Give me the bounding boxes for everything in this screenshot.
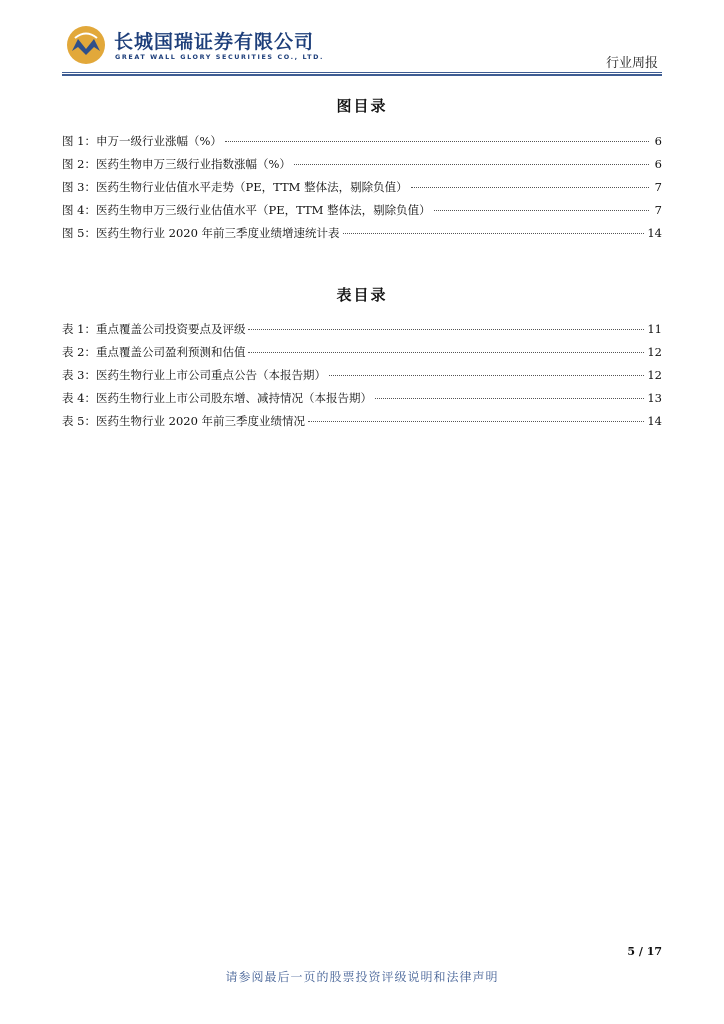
- toc-entry-label: 表 3：医药生物行业上市公司重点公告（本报告期）: [62, 368, 326, 382]
- figures-toc-list: [62, 132, 662, 247]
- toc-entry-label: 图 2：医药生物申万三级行业指数涨幅（%）: [62, 157, 291, 171]
- tables-toc-list: [62, 320, 662, 435]
- toc-entry-label: 图 1：申万一级行业涨幅（%）: [62, 134, 222, 148]
- toc-entry-page: 6: [654, 134, 662, 148]
- toc-dot-leader: [308, 409, 644, 422]
- toc-entry-page: 7: [654, 180, 662, 194]
- company-name-cn: 长城国瑞证券有限公司: [114, 31, 315, 53]
- toc-entry-label: 表 2：重点覆盖公司盈利预测和估值: [62, 345, 246, 359]
- toc-entry-page: 12: [647, 368, 662, 382]
- header-divider-thick: [62, 74, 662, 76]
- toc-entry-page: 6: [654, 157, 662, 171]
- toc-dot-leader: [411, 175, 649, 188]
- page-number: 5 / 17: [627, 945, 662, 958]
- tables-toc-title: 表目录: [336, 286, 388, 304]
- toc-entry-page: 11: [647, 322, 662, 336]
- toc-entry[interactable]: [62, 224, 662, 247]
- toc-dot-leader: [225, 129, 649, 142]
- company-name-en: GREAT WALL GLORY SECURITIES CO., LTD.: [115, 53, 325, 61]
- toc-entry-label: 表 5：医药生物行业 2020 年前三季度业绩情况: [62, 414, 306, 428]
- toc-entry-page: 7: [654, 203, 662, 217]
- toc-entry-label: 图 5：医药生物行业 2020 年前三季度业绩增速统计表: [62, 226, 340, 240]
- toc-dot-leader: [248, 317, 644, 330]
- toc-entry[interactable]: [62, 412, 662, 435]
- toc-dot-leader: [343, 221, 645, 234]
- toc-dot-leader: [329, 363, 644, 376]
- company-logo-icon: [66, 25, 106, 65]
- page-header: [0, 0, 724, 80]
- toc-entry-page: 14: [647, 414, 662, 428]
- toc-entry-page: 12: [647, 345, 662, 359]
- toc-entry-label: 表 1：重点覆盖公司投资要点及评级: [62, 322, 246, 336]
- figures-toc-title: 图目录: [336, 97, 388, 115]
- toc-entry-page: 14: [647, 226, 662, 240]
- toc-dot-leader: [434, 198, 649, 211]
- toc-entry-label: 表 4：医药生物行业上市公司股东增、减持情况（本报告期）: [62, 391, 372, 405]
- footer-disclaimer[interactable]: 请参阅最后一页的股票投资评级说明和法律声明: [225, 970, 499, 984]
- toc-entry-label: 图 3：医药生物行业估值水平走势（PE，TTM 整体法，剔除负值）: [62, 180, 408, 194]
- toc-entry-label: 图 4：医药生物申万三级行业估值水平（PE，TTM 整体法，剔除负值）: [62, 203, 431, 217]
- toc-entry-page: 13: [647, 391, 662, 405]
- header-divider: [62, 72, 662, 73]
- document-type-label: 行业周报: [605, 56, 658, 71]
- toc-dot-leader: [248, 340, 644, 353]
- toc-dot-leader: [375, 386, 644, 399]
- toc-dot-leader: [294, 152, 649, 165]
